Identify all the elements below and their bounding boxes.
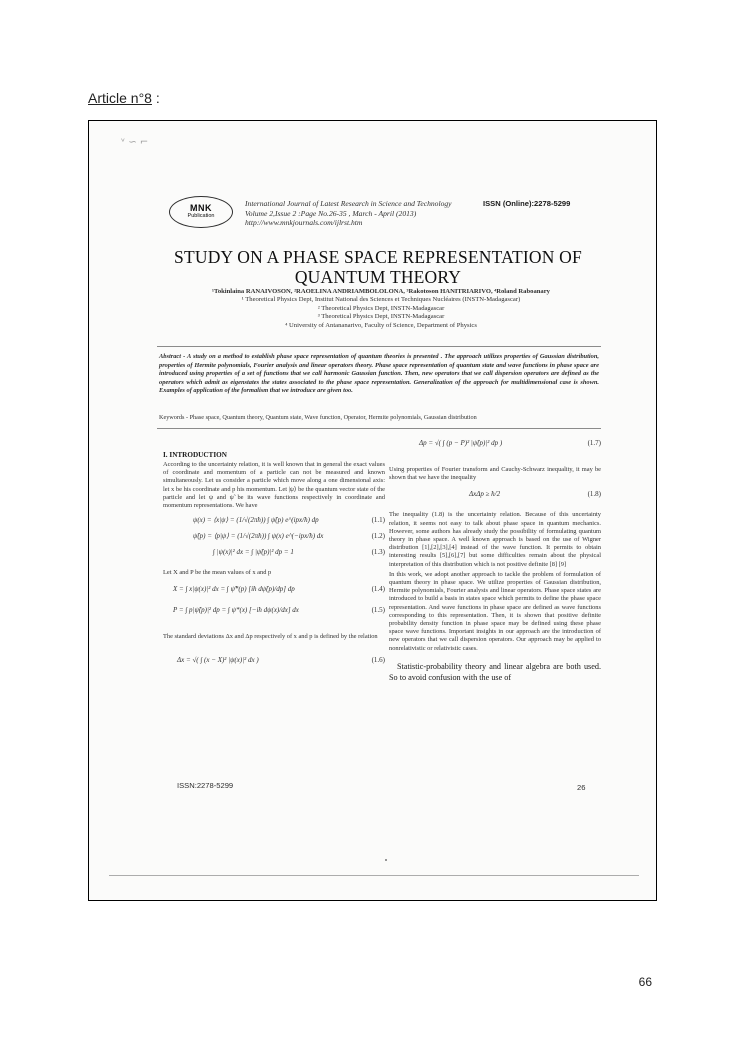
equation-1-6: Δx = √( ∫ (x − X)² |ψ(x)|² dx )	[177, 655, 259, 664]
equation-1-5: P = ∫ p|ψ̃(p)|² dp = ∫ ψ*(x) [−iħ dψ(x)/dx] dx	[173, 606, 299, 615]
keywords: Keywords - Phase space, Quantum theory, Quantum state, Wave function, Operator, Hermite polynomials, Gaussian distribution	[159, 414, 477, 421]
affiliation-2: ² Theoretical Physics Dept, INSTN-Madagascar	[317, 304, 445, 312]
footer-issn: ISSN:2278-5299	[177, 781, 234, 790]
equation-row	[163, 585, 385, 598]
divider-bottom	[157, 428, 601, 429]
affiliation-3: ³ Theoretical Physics Dept, INSTN-Madagascar	[317, 313, 445, 321]
scanned-page	[89, 121, 656, 900]
equation-1-7: Δp = √( ∫ (p − P)² |ψ̃(p)|² dp )	[419, 439, 503, 447]
issn-online: ISSN (Online):2278-5299	[483, 199, 571, 208]
equation-row	[163, 516, 385, 529]
article-label-text: Article n°8	[88, 90, 152, 106]
equation-row	[163, 532, 385, 545]
divider-top	[157, 346, 601, 347]
section-heading: I. INTRODUCTION	[163, 451, 227, 459]
equation-number: (1.1)	[371, 516, 385, 525]
equation-1-3: ∫ |ψ(x)|² dx = ∫ |ψ̃(p)|² dp = 1	[213, 548, 294, 557]
paper-title-line2: QUANTUM THEORY	[294, 267, 462, 287]
logo-subtext: Publication	[187, 213, 215, 219]
right-column	[389, 439, 601, 683]
equation-row	[163, 548, 385, 561]
equation-number: (1.4)	[371, 585, 385, 594]
intro-paragraph-1: According to the uncertainty relation, it is well known that in general the exact values of coordinate and momentum of a particle can not be measured and known simultaneously. Let us consider a particle which move along a one dimensional axis: let x be his coordinate and p his momentum. Let |ψ⟩ be the quantum vector state of the particle and let ψ and ψ̃ be its wave functions respectively in coordinate and momentum representations. We have	[163, 461, 385, 510]
right-paragraph-1: Using properties of Fourier transform and Cauchy-Schwarz inequality, it may be shown that we have the inequality	[389, 466, 601, 482]
equation-1-8: ΔxΔp ≥ ħ/2	[469, 490, 501, 499]
logo-text: MNK	[190, 203, 212, 213]
equation-row	[389, 490, 601, 503]
equation-row	[163, 656, 385, 669]
scan-speck	[385, 859, 387, 861]
intro-paragraph-2: Let X and P be the mean values of x and p	[163, 569, 272, 577]
journal-info	[245, 199, 452, 228]
equation-number: (1.6)	[371, 655, 385, 664]
journal-volume: Volume 2,Issue 2 :Page No.26-35 , March - April (2013)	[245, 208, 417, 218]
right-paragraph-2: The inequality (1.8) is the uncertainty relation. Because of this uncertainty relation, it seems not easy to talk about phase space in quantum mechanics. However, some authors has already study the possibility of formulating quantum theory in phase space. A well known approach is based on the use of Wigner distribution [1],[2],[3],[4] instead of the wave function. It permits to obtain interesting results [5],[6],[7] but some difficulties remain about the physical interpretation of this distribution which is not positive definite [8] [9]	[389, 511, 601, 568]
affiliation-1: ¹ Theoretical Physics Dept, Institut National des Sciences et Techniques Nucléaires (INSTN-Madagascar)	[241, 296, 521, 304]
equation-1-2: ψ̃(p) = ⟨p|ψ⟩ = (1/√(2πħ)) ∫ ψ(x) e^(−ipx/ħ) dx	[193, 532, 324, 541]
affiliation-4: ⁴ University of Antananarivo, Faculty of Science, Department of Physics	[285, 321, 477, 329]
equation-number: (1.7)	[587, 439, 601, 447]
author-list: ¹Tokinlaina RANAIVOSON, ²RAOELINA ANDRIAMBOLOLONA, ³Rakotoson HANITRIARIVO, ⁴Roland Raboanary	[212, 288, 550, 295]
document-page-number: 66	[638, 975, 652, 989]
equation-1-4: X = ∫ x|ψ(x)|² dx = ∫ ψ̃*(p) [iħ dψ̃(p)/dp] dp	[173, 585, 295, 594]
article-label-suffix: :	[151, 90, 160, 106]
equation-row	[163, 606, 385, 619]
equation-1-1: ψ(x) = ⟨x|ψ⟩ = (1/√(2πħ)) ∫ ψ̃(p) e^(ipx/ħ) dp	[193, 516, 319, 525]
right-paragraph-3: In this work, we adopt another approach to tackle the problem of formulation of quantum theory in phase space. We utilize properties of Gaussian distribution, Hermite polynomials, Fourier analysis and linear operators. Phase space states are introduced to build a basis in states space which permits to define the phase space representation. And wave functions in phase space are defined as wave functions corresponding to this representation. Then, it is shown that positive definite probability density function in phase space may be defined using these phase space wave functions. Important insights in our approach are the introduction of new operators that we call dispersion operators. Our approach may be applied to nonrelativistic or relativistic cases.	[389, 570, 601, 652]
equation-number: (1.3)	[371, 548, 385, 557]
intro-paragraph-3: The standard deviations Δx and Δp respectively of x and p is defined by the relation	[163, 633, 378, 641]
equation-number: (1.5)	[371, 606, 385, 615]
abstract: Abstract - A study on a method to establish phase space representation of quantum theories is presented . The approach utilizes properties of Gaussian distribution, properties of Hermite polynomials, Fourier analysis and linear operators theory. Phase space representation of quantum state and wave functions in phase space are introduced using properties of a set of functions that we call harmonic Gaussian function. Then, new operators that we call dispersion operators are defined as the operators which admit as eigenstates the states associated to the phase space representation. Generalization of the approach for multidimensional case is shown. Examples of application of the formalism that we introduce are given too.	[159, 353, 599, 395]
right-paragraph-4: Statistic-probability theory and linear algebra are both used. So to avoid confusion with the use of	[389, 661, 601, 682]
handwritten-scribble: ᵛ ∽ ⌐	[121, 137, 149, 148]
footer-page-number: 26	[577, 783, 586, 792]
equation-number: (1.8)	[587, 490, 601, 499]
authors-block	[169, 288, 593, 330]
scan-bottom-edge	[109, 875, 639, 876]
journal-url: http://www.mnkjournals.com/ijlrst.htm	[245, 218, 363, 227]
paper-title	[163, 247, 593, 287]
scanned-article-frame	[88, 120, 657, 901]
publisher-logo	[169, 196, 233, 228]
left-column	[163, 451, 385, 669]
paper-title-line1: STUDY ON A PHASE SPACE REPRESENTATION OF	[174, 247, 582, 267]
journal-name: International Journal of Latest Research in Science and Technology	[245, 199, 452, 208]
equation-row	[389, 439, 601, 452]
equation-number: (1.2)	[371, 532, 385, 541]
article-label	[88, 90, 160, 106]
